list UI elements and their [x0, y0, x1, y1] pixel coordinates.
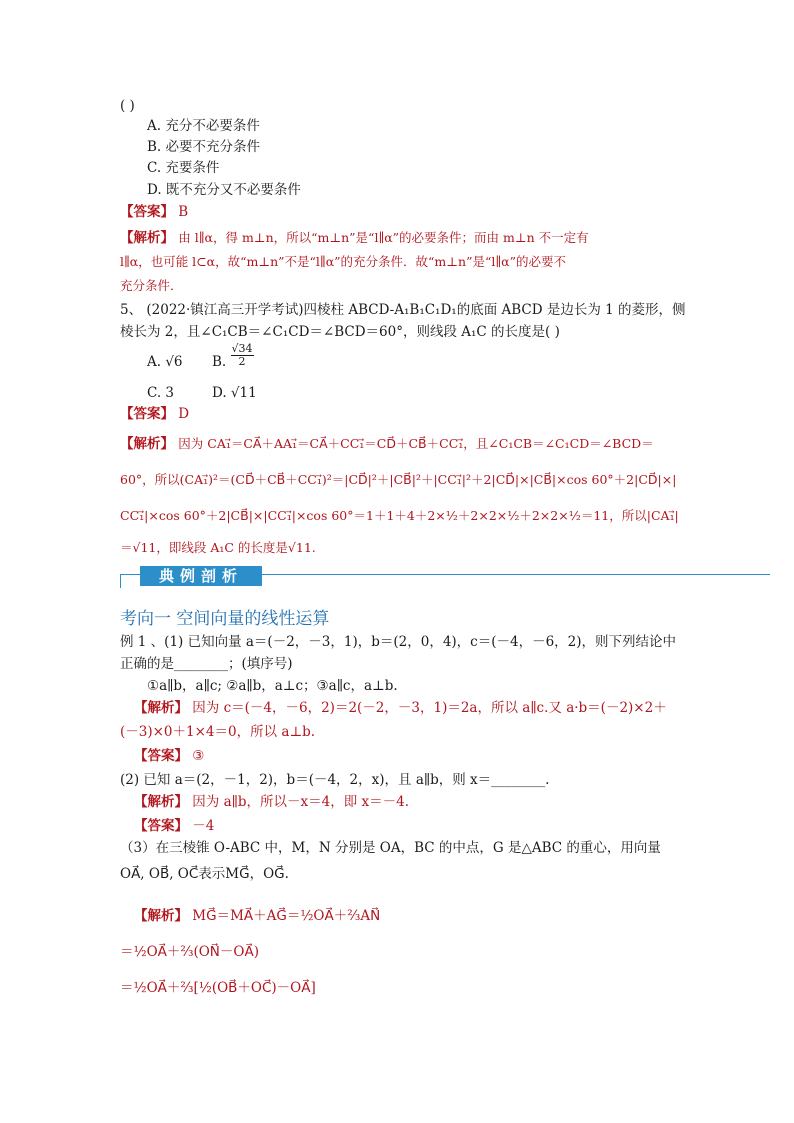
analysis-text: 60°，所以(CA₁⃗)²＝(CD⃗＋CB⃗＋CC₁⃗)²＝|CD⃗|²＋|CB⃗|²＋|CC₁⃗|²＋2|CD⃗|×|CB⃗|×cos 60°＋2|CD⃗|×| [120, 472, 677, 487]
answer-row [120, 202, 188, 222]
option-a: A. √6 [147, 354, 183, 370]
analysis-row [134, 698, 667, 718]
example-stem: OA⃗, OB⃗, OC⃗表示MG⃗，OG⃗. [120, 866, 289, 882]
example-stem: （3）在三棱锥 O-ABC 中，M，N 分别是 OA，BC 的中点，G 是△ABC 的重心，用向量 [120, 840, 661, 856]
section-banner-label: 典例剖析 [140, 566, 262, 586]
analysis-tag: 【解析】 [134, 908, 188, 924]
option-c: C. 充要条件 [147, 160, 220, 176]
answer-row [120, 404, 189, 424]
analysis-text: 因为 CA₁⃗＝CA⃗＋AA₁⃗＝CA⃗＋CC₁⃗＝CD⃗＋CB⃗＋CC₁⃗，且∠C₁CB＝∠C₁CD＝∠BCD＝ [178, 436, 654, 451]
analysis-text: 充分条件． [120, 278, 183, 293]
analysis-tag: 【解析】 [134, 794, 188, 810]
analysis-text: 因为 c＝(－4，－6，2)＝2(－2，－3，1)＝2a，所以 a∥c.又 a·b＝(－2)×2＋ [192, 700, 667, 716]
example-stem: (2) 已知 a＝(2，－1，2)，b＝(－4，2，x)，且 a∥b，则 x＝________. [120, 772, 550, 788]
option-d: D. 既不充分又不必要条件 [147, 182, 301, 198]
analysis-text: ＝½OA⃗＋⅔[½(OB⃗＋OC⃗)－OA⃗] [120, 980, 316, 996]
option-b-fraction [231, 343, 254, 368]
question-stem: 棱长为 2，且∠C₁CB＝∠C₁CD＝∠BCD＝60°，则线段 A₁C 的长度是( ) [120, 324, 560, 340]
option-b [212, 342, 254, 372]
analysis-text: (－3)×0＋1×4＝0，所以 a⊥b. [120, 724, 316, 740]
option-b: B. 必要不充分条件 [147, 139, 261, 155]
section-heading: 考向一 空间向量的线性运算 [120, 609, 330, 629]
analysis-tag: 【解析】 [134, 700, 188, 716]
analysis-text: l∥α，也可能 l⊂α，故“m⊥n”不是“l∥α”的充分条件．故“m⊥n”是“l∥α”的必要不 [120, 254, 566, 269]
analysis-text: 由 l∥α，得 m⊥n，所以“m⊥n”是“l∥α”的必要条件；而由 m⊥n 不一定有 [178, 230, 589, 245]
fraction-denominator: 2 [238, 355, 246, 368]
analysis-tag: 【解析】 [120, 436, 174, 452]
section-rule-tick [120, 574, 121, 588]
answer-value: ③ [192, 748, 205, 764]
answer-value: B [178, 204, 189, 220]
question-paren: ( ) [120, 98, 135, 114]
analysis-row [120, 228, 589, 248]
fraction-numerator: √34 [231, 342, 253, 355]
option-d: D. √11 [212, 385, 257, 401]
answer-tag: 【答案】 [120, 406, 174, 422]
analysis-text: ＝√11，即线段 A₁C 的长度是√11. [120, 540, 316, 555]
example-stem: 正确的是________；(填序号) [120, 656, 293, 672]
analysis-row [134, 792, 409, 812]
option-b-label: B. [212, 354, 227, 370]
answer-row [134, 816, 214, 836]
analysis-text: ＝½OA⃗＋⅔(ON⃗－OA⃗) [120, 944, 259, 960]
answer-tag: 【答案】 [134, 818, 188, 834]
analysis-text: MG⃗＝MA⃗＋AG⃗＝½OA⃗＋⅔AN⃗ [192, 908, 381, 924]
analysis-text: CC₁⃗|×cos 60°＋2|CB⃗|×|CC₁⃗|×cos 60°＝1＋1＋4＋2×½＋2×2×½＋2×2×½＝11，所以|CA₁⃗| [120, 508, 679, 523]
option-c: C. 3 [147, 385, 175, 401]
analysis-text: 因为 a∥b，所以－x＝4，即 x＝－4. [192, 794, 410, 810]
answer-tag: 【答案】 [134, 748, 188, 764]
example-choices: ①a∥b，a∥c; ②a∥b，a⊥c；③a∥c，a⊥b. [147, 678, 398, 694]
answer-tag: 【答案】 [120, 204, 174, 220]
example-stem: 例 1 、(1) 已知向量 a＝(－2，－3，1)，b＝(2，0，4)，c＝(－4，－6，2)，则下列结论中 [120, 634, 677, 650]
analysis-row [134, 906, 380, 926]
section-banner [120, 566, 770, 586]
answer-value: －4 [192, 818, 215, 834]
answer-value: D [178, 406, 190, 422]
question-stem: 5、 (2022·镇江高三开学考试)四棱柱 ABCD-A₁B₁C₁D₁的底面 ABCD 是边长为 1 的菱形，侧 [120, 302, 686, 318]
analysis-row [120, 434, 654, 454]
answer-row [134, 746, 204, 766]
option-a: A. 充分不必要条件 [147, 118, 260, 134]
analysis-tag: 【解析】 [120, 230, 174, 246]
